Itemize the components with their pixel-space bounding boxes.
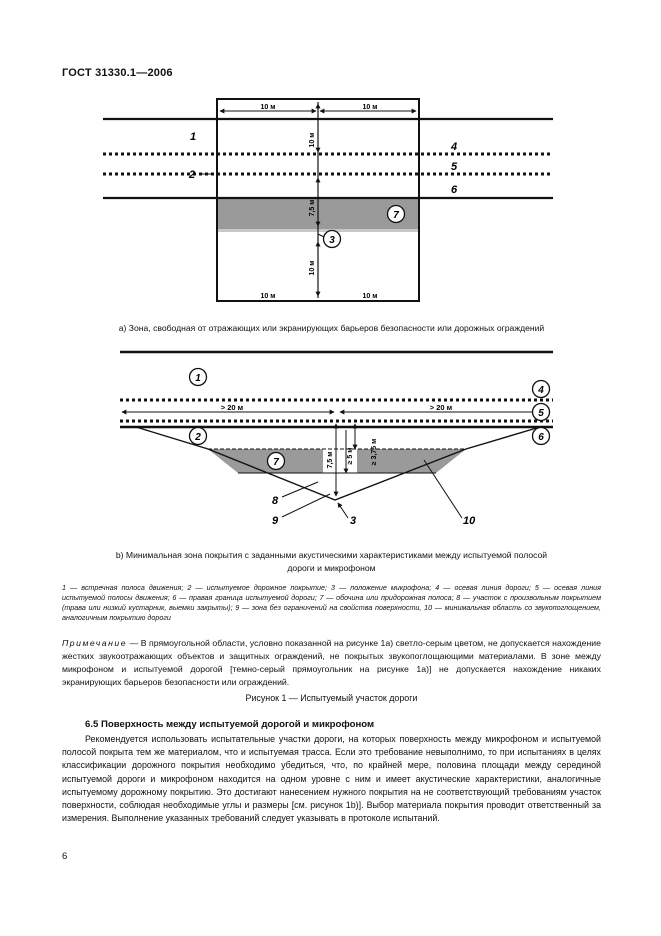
label-1-b: 1 bbox=[195, 373, 201, 384]
label-2: 2 bbox=[189, 169, 196, 181]
label-7-b: 7 bbox=[273, 457, 279, 468]
dim-vert-mid: 7,5 м bbox=[309, 199, 316, 217]
label-2-b: 2 bbox=[195, 432, 201, 443]
label-5: 5 bbox=[451, 161, 458, 173]
dim-top-left: 10 м bbox=[260, 104, 276, 111]
figure-a-caption: а) Зона, свободная от отражающих или экранирующих барьеров безопасности или дорожных ограждений bbox=[118, 323, 545, 333]
section-body: Рекомендуется использовать испытательные участки дороги, на которых поверхность между микрофоном и испытуемой полосой покрыта тем же материалом, что и испытуемая трасса. Если это требование невыполнимо, то при испытаниях в целях классификации дорожного покрытия необходимо убедиться, что, по крайней мере, половина площади между серединой испытуемой дороги и микрофоном находится на одном уровне с ним и имеет акустические характеристики, аналогичные испытуемому дорожному покрытию. Это достигают нанесением нужного покрытия на не соответствующий требованиям участок поверхности, соблюдая необходимые углы и размеры [см. рисунок 1b)]. Выбор материала покрытия проводит ответственный за измерения. Выполнение указанных требований следует указывать в протоколе испытаний. bbox=[62, 734, 601, 824]
label-6-b: 6 bbox=[538, 432, 544, 443]
dim-left-b: > 20 м bbox=[220, 403, 244, 412]
figure-b bbox=[120, 352, 553, 527]
dim-bottom-right: 10 м bbox=[362, 293, 378, 300]
dim-v1-b: 7,5 м bbox=[327, 451, 334, 469]
note-label: Примечание bbox=[62, 638, 128, 648]
figure-caption: Рисунок 1 — Испытуемый участок дороги bbox=[245, 693, 418, 703]
section-title: 6.5 Поверхность между испытуемой дорогой и микрофоном bbox=[85, 719, 375, 730]
label-10-b: 10 bbox=[463, 515, 476, 527]
document-header: ГОСТ 31330.1—2006 bbox=[62, 67, 173, 79]
label-6: 6 bbox=[451, 184, 458, 196]
dim-vert-top: 10 м bbox=[309, 132, 316, 148]
label-3: 3 bbox=[329, 235, 335, 246]
figure-b-caption-line1: b) Минимальная зона покрытия с заданными акустическими характеристиками между испытуемой полосой bbox=[115, 550, 548, 560]
dim-top-right: 10 м bbox=[362, 104, 378, 111]
dim-bottom-left: 10 м bbox=[260, 293, 276, 300]
figure-a bbox=[103, 99, 553, 301]
label-3-b: 3 bbox=[350, 515, 357, 527]
dim-vert-bottom: 10 м bbox=[309, 260, 316, 276]
absorbing-zone-left bbox=[208, 449, 323, 473]
note-text: — В прямоугольной области, условно показанной на рисунке 1а) светло-серым цветом, не допускается нахождение жестких звукоотражающих объектов и защитных ограждений, не покрытых звукопоглощающими материалами. В зоне между микрофоном и испытуемой дорогой [темно-серый прямоугольник на рисунке 1а)] не допускается нахождение никаких экранирующих барьеров безопасности или ограждений. bbox=[62, 638, 601, 687]
figure-legend: 1 — встречная полоса движения; 2 — испытуемое дорожное покрытие; 3 — положение микрофона; 4 — осевая линия дороги; 5 — осевая линия испытуемой полосы движения; 6 — правая граница испытуемой дороги; 7 — обочина или придорожная полоса; 8 — участок с произвольным покрытием (трава или низкий кустарник, выемки закрыты); 9 — зона без ограничений на свойства поверхности, 10 — минимальная область со звукопоглощением, аналогичным покрытию дороги bbox=[62, 583, 601, 622]
label-4: 4 bbox=[451, 141, 458, 153]
label-1: 1 bbox=[190, 131, 197, 143]
figure-b-caption-line2: дороги и микрофоном bbox=[287, 563, 376, 573]
label-4-b: 4 bbox=[538, 385, 544, 396]
dim-right-b: > 20 м bbox=[429, 403, 453, 412]
figure-note bbox=[62, 637, 601, 689]
label-9-b: 9 bbox=[272, 515, 279, 527]
page-number: 6 bbox=[62, 851, 68, 862]
label-8-b: 8 bbox=[272, 495, 279, 507]
dim-v2-b: ≥ 5 м bbox=[347, 447, 354, 465]
dim-v3-b: ≥ 3,75 м bbox=[371, 438, 378, 466]
label-5-b: 5 bbox=[538, 408, 544, 419]
label-7: 7 bbox=[393, 210, 399, 221]
